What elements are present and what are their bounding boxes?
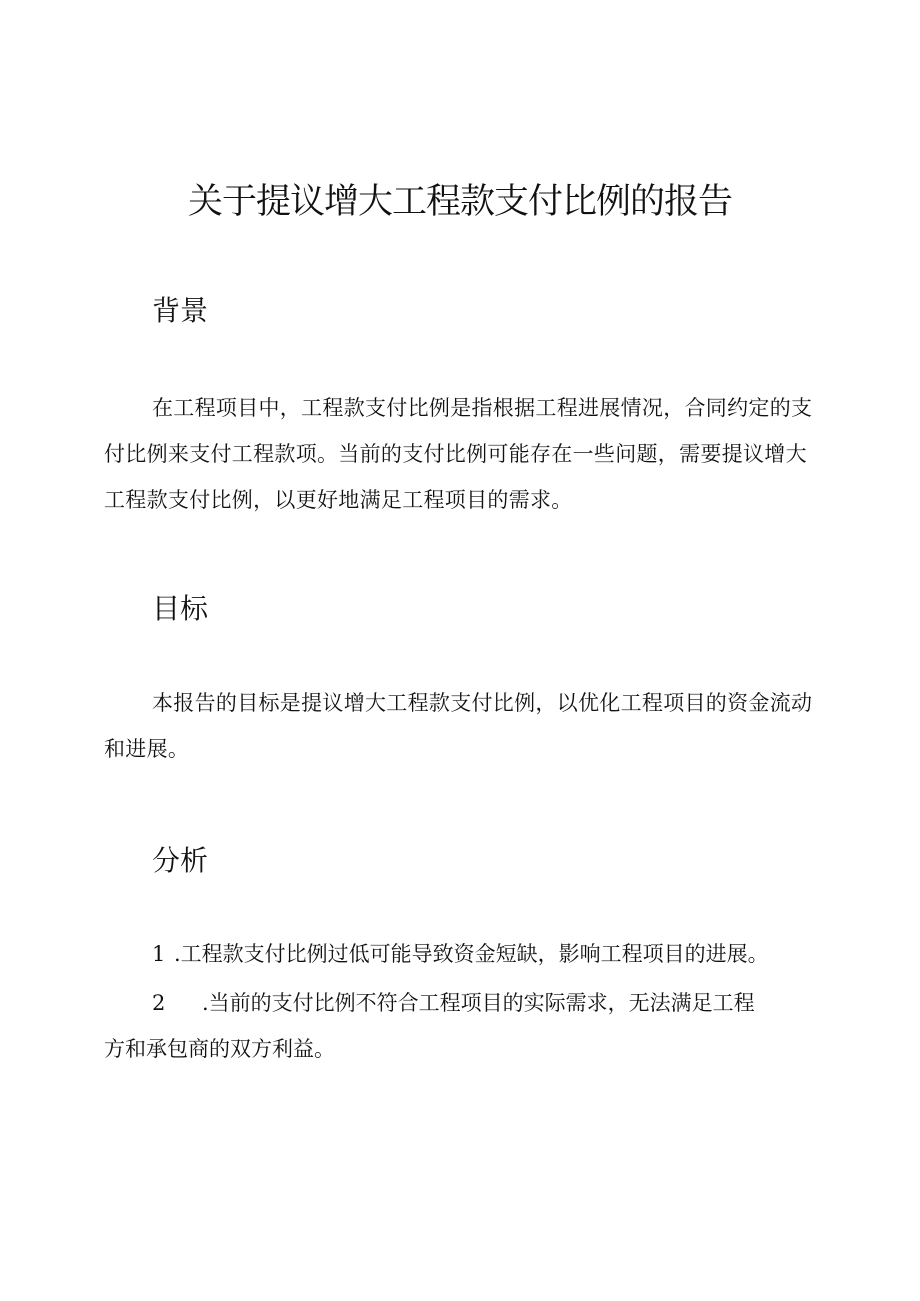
document-title: 关于提议增大工程款支付比例的报告 <box>187 182 732 222</box>
section-heading-goal: 目标 <box>152 592 209 625</box>
analysis-list-item <box>104 980 804 1072</box>
list-item-continuation: 方和承包商的双方利益。 <box>104 1037 335 1061</box>
section-paragraph-background: 在工程项目中，工程款支付比例是指根据工程进展情况，合同约定的支付比例来支付工程款项。当前的支付比例可能存在一些问题，需要提议增大工程款支付比例，以更好地满足工程项目的需求。 <box>104 396 813 512</box>
list-item-text: .工程款支付比例过低可能导致资金短缺，影响工程项目的进展。 <box>174 942 769 966</box>
section-paragraph-goal: 本报告的目标是提议增大工程款支付比例，以优化工程项目的资金流动和进展。 <box>104 691 813 761</box>
section-heading-background: 背景 <box>152 294 209 327</box>
list-item-number: 2 <box>152 991 166 1015</box>
analysis-list-item <box>104 931 804 977</box>
list-item-number: 1 <box>152 942 166 966</box>
section-heading-analysis: 分析 <box>152 844 209 877</box>
list-item-text: .当前的支付比例不符合工程项目的实际需求，无法满足工程 <box>202 991 755 1015</box>
